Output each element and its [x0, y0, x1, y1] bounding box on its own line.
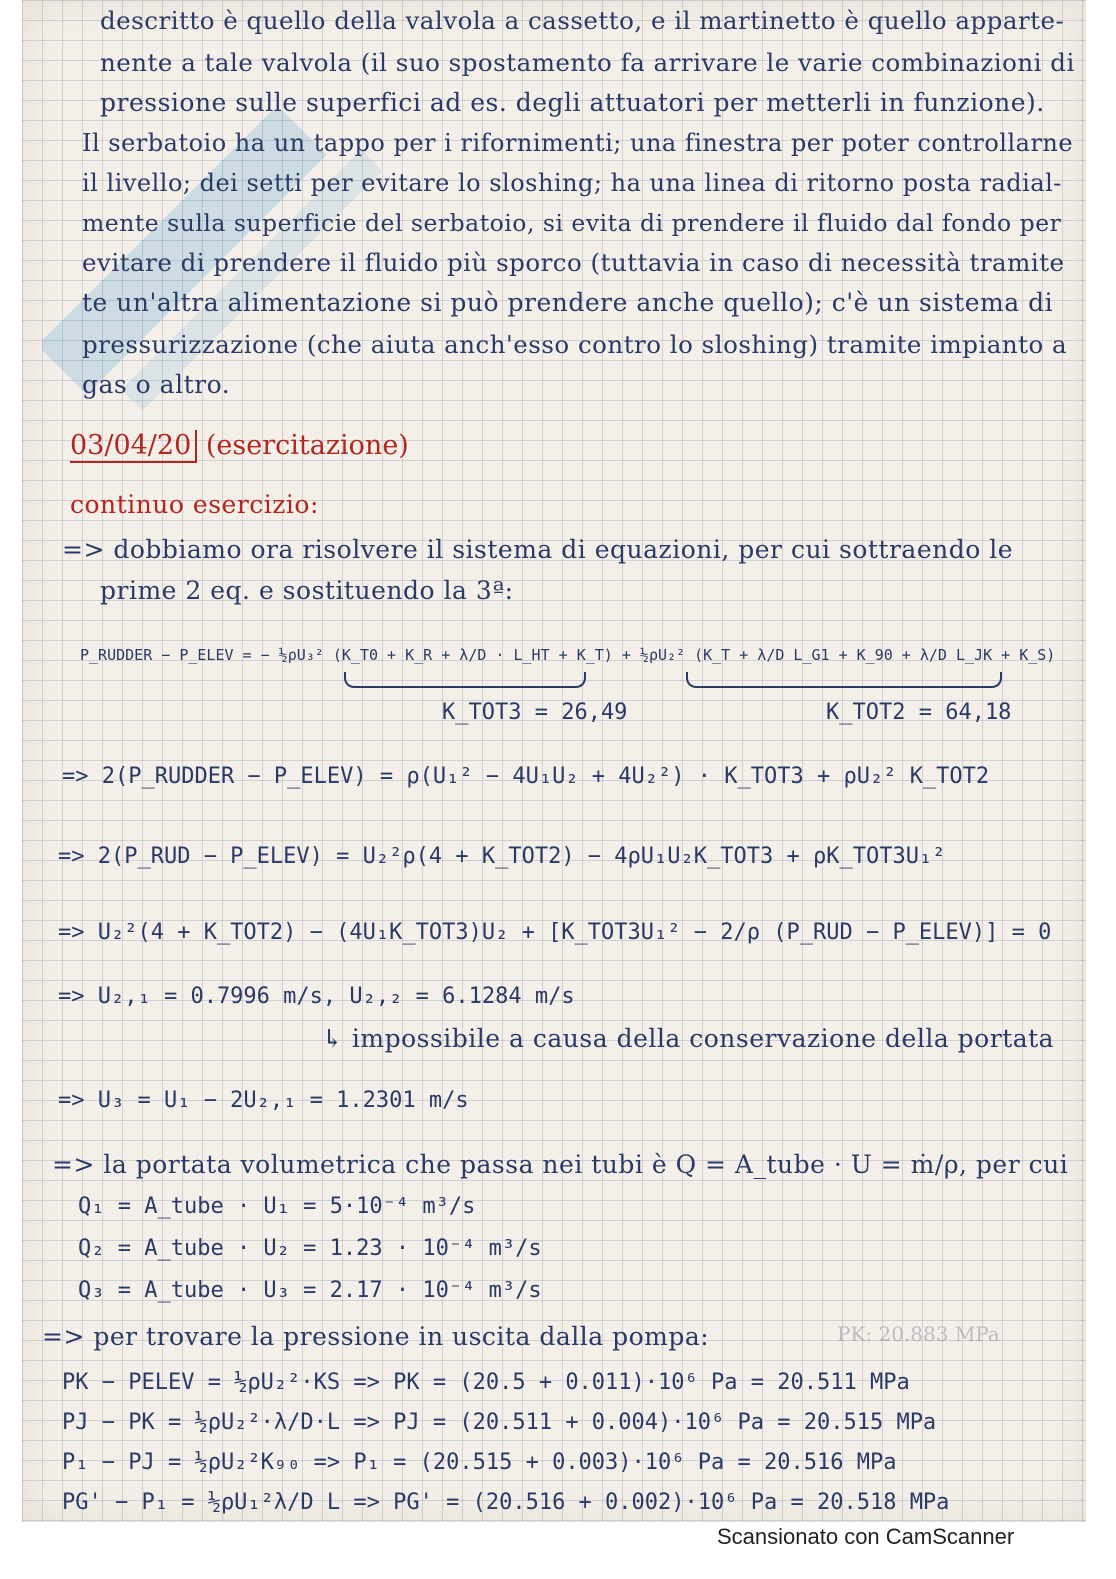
equation-u2-roots: => U₂,₁ = 0.7996 m/s, U₂,₂ = 6.1284 m/s: [58, 984, 575, 1009]
equation-u3: => U₃ = U₁ − 2U₂,₁ = 1.2301 m/s: [58, 1088, 469, 1113]
text-line: mente sulla superficie del serbatoio, si evita di prendere il fluido dal fondo per: [82, 209, 1062, 237]
root-note: ↳ impossibile a causa della conservazione della portata: [322, 1024, 1055, 1053]
pressure-pj: PJ − PK = ½ρU₂²·λ/D·L => PJ = (20.511 + 0.004)·10⁶ Pa = 20.515 MPa: [62, 1410, 937, 1435]
equation-line: => 2(P_RUDDER − P_ELEV) = ρ(U₁² − 4U₁U₂ + 4U₂²) · K_TOT3 + ρU₂² K_TOT2: [62, 764, 990, 789]
brace-ktot3: [344, 672, 586, 688]
heading-label: (esercitazione): [205, 430, 409, 461]
text-line: il livello; dei setti per evitare lo sloshing; ha una linea di ritorno posta radial-: [82, 169, 1062, 197]
text-line: gas o altro.: [82, 370, 231, 399]
heading-date: 03/04/20: [70, 430, 197, 463]
date-heading: [70, 430, 409, 461]
text-line: descritto è quello della valvola a cassetto, e il martinetto è quello apparte-: [100, 6, 1065, 35]
flowrate-q3: Q₃ = A_tube · U₃ = 2.17 · 10⁻⁴ m³/s: [78, 1278, 542, 1303]
equation-pressure-diff: P_RUDDER − P_ELEV = − ½ρU₃² (K_T0 + K_R + λ/D · L_HT + K_T) + ½ρU₂² (K_T + λ/D L_G1 + K_90 + λ/D L_JK + K_S): [80, 646, 1056, 664]
scanner-footer: Scansionato con CamScanner: [717, 1524, 1015, 1549]
text-line: te un'altra alimentazione si può prendere anche quello); c'è un sistema di: [82, 288, 1054, 317]
equation-line: => U₂²(4 + K_TOT2) − (4U₁K_TOT3)U₂ + [K_TOT3U₁² − 2/ρ (P_RUD − P_ELEV)] = 0: [58, 920, 1052, 945]
brace-ktot2: [686, 672, 1002, 688]
intro-line: => dobbiamo ora risolvere il sistema di equazioni, per cui sottraendo le: [62, 535, 1014, 564]
text-line: nente a tale valvola (il suo spostamento fa arrivare le varie combinazioni di: [100, 48, 1075, 77]
text-line: evitare di prendere il fluido più sporco (tuttavia in caso di necessità tramite: [82, 248, 1065, 277]
pump-intro: => per trovare la pressione in uscita dalla pompa:: [42, 1322, 710, 1351]
flowrate-intro: => la portata volumetrica che passa nei tubi è Q = A_tube · U = ṁ/ρ, per cui: [52, 1150, 1069, 1179]
flowrate-q2: Q₂ = A_tube · U₂ = 1.23 · 10⁻⁴ m³/s: [78, 1236, 542, 1261]
faint-annotation: PK: 20.883 MPa: [837, 1322, 1000, 1346]
text-line: pressurizzazione (che aiuta anch'esso contro lo sloshing) tramite impianto a: [82, 330, 1068, 359]
subheading: continuo esercizio:: [70, 490, 319, 519]
equation-line: => 2(P_RUD − P_ELEV) = U₂²ρ(4 + K_TOT2) − 4ρU₁U₂K_TOT3 + ρK_TOT3U₁²: [58, 844, 946, 869]
text-line: Il serbatoio ha un tappo per i rifornimenti; una finestra per poter controllarne: [82, 129, 1074, 157]
intro-line: prime 2 eq. e sostituendo la 3ª:: [100, 576, 514, 605]
text-line: pressione sulle superfici ad es. degli attuatori per metterli in funzione).: [100, 88, 1045, 117]
pressure-pk: PK − PELEV = ½ρU₂²·KS => PK = (20.5 + 0.011)·10⁶ Pa = 20.511 MPa: [62, 1370, 910, 1395]
notebook-page: [22, 0, 1086, 1522]
flowrate-q1: Q₁ = A_tube · U₁ = 5·10⁻⁴ m³/s: [78, 1194, 476, 1219]
ktot2-value: K_TOT2 = 64,18: [826, 700, 1012, 725]
ktot3-value: K_TOT3 = 26,49: [442, 700, 628, 725]
pressure-pg: PG' − P₁ = ½ρU₁²λ/D L => PG' = (20.516 + 0.002)·10⁶ Pa = 20.518 MPa: [62, 1490, 950, 1515]
pressure-p1: P₁ − PJ = ½ρU₂²K₉₀ => P₁ = (20.515 + 0.003)·10⁶ Pa = 20.516 MPa: [62, 1450, 897, 1475]
